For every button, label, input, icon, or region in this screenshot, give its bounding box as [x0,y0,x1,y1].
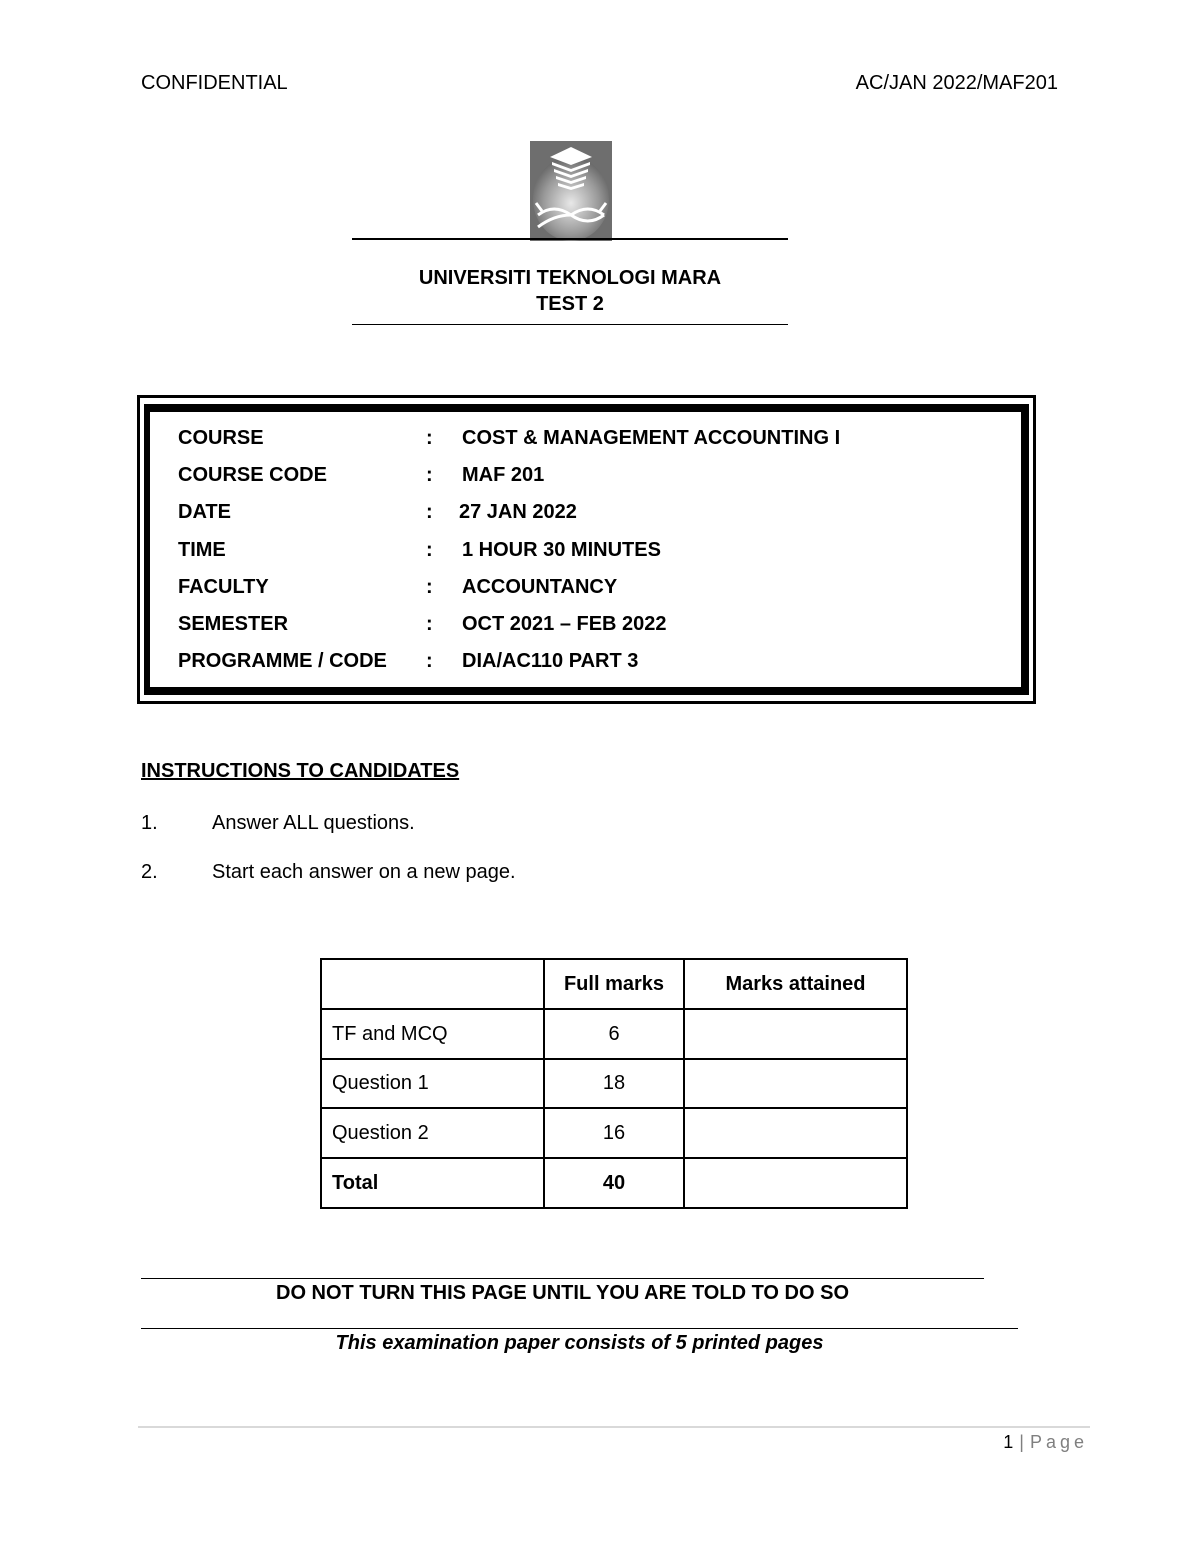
paper-code: AC/JAN 2022/MAF201 [855,72,1058,94]
page-footer [1003,1432,1088,1453]
info-key: COURSE [178,427,264,449]
table-row [321,1059,907,1108]
info-value: MAF 201 [462,464,545,486]
pages-note: This examination paper consists of 5 printed pages [335,1332,824,1354]
header-cell [321,959,544,1009]
info-key: PROGRAMME / CODE [178,650,387,672]
marks-table [320,958,908,1209]
instruction-item [141,812,741,838]
header-cell: Full marks [544,959,684,1009]
footer-separator: | [1019,1432,1024,1452]
footer-rule [138,1426,1090,1428]
total-label: Total [321,1158,544,1208]
info-value: ACCOUNTANCY [462,576,618,598]
info-value: DIA/AC110 PART 3 [462,650,639,672]
info-value: COST & MANAGEMENT ACCOUNTING I [462,427,841,449]
notice-bottom-rule [141,1328,1018,1329]
info-colon: : [426,427,433,449]
marks-attained-cell[interactable] [684,1009,907,1059]
test-title: TEST 2 [536,293,604,315]
total-marks-attained[interactable] [684,1158,907,1208]
info-key: TIME [178,539,226,561]
info-colon: : [426,613,433,635]
table-row [321,1108,907,1158]
do-not-turn-notice: DO NOT TURN THIS PAGE UNTIL YOU ARE TOLD TO DO SO [276,1282,849,1304]
total-full-marks: 40 [544,1158,684,1208]
instruction-number: 2. [141,861,158,883]
confidential-label: CONFIDENTIAL [141,72,288,94]
row-label: TF and MCQ [321,1009,544,1059]
info-colon: : [426,576,433,598]
info-key: SEMESTER [178,613,289,635]
instruction-text: Answer ALL questions. [212,812,415,834]
info-colon: : [426,539,433,561]
notice-top-rule [141,1278,984,1279]
info-colon: : [426,650,433,672]
table-header-row [321,959,907,1009]
instruction-text: Start each answer on a new page. [212,861,516,883]
info-value: OCT 2021 – FEB 2022 [462,613,667,635]
university-logo [530,141,612,241]
title-top-rule [352,238,788,240]
page-number: 1 [1003,1432,1014,1452]
title-bottom-rule [352,324,788,325]
full-marks-cell: 18 [544,1059,684,1108]
table-total-row [321,1158,907,1208]
marks-attained-cell[interactable] [684,1059,907,1108]
info-colon: : [426,501,433,523]
instruction-item [141,861,741,887]
table-row [321,1009,907,1059]
instructions-heading: INSTRUCTIONS TO CANDIDATES [141,760,460,782]
row-label: Question 2 [321,1108,544,1158]
info-key: DATE [178,501,231,523]
header-cell: Marks attained [684,959,907,1009]
university-name: UNIVERSITI TEKNOLOGI MARA [418,267,722,289]
info-key: FACULTY [178,576,269,598]
info-value: 27 JAN 2022 [459,501,577,523]
info-key: COURSE CODE [178,464,327,486]
info-value: 1 HOUR 30 MINUTES [462,539,661,561]
info-colon: : [426,464,433,486]
row-label: Question 1 [321,1059,544,1108]
instruction-number: 1. [141,812,158,834]
marks-attained-cell[interactable] [684,1108,907,1158]
full-marks-cell: 6 [544,1009,684,1059]
full-marks-cell: 16 [544,1108,684,1158]
page-label: Page [1029,1432,1088,1452]
